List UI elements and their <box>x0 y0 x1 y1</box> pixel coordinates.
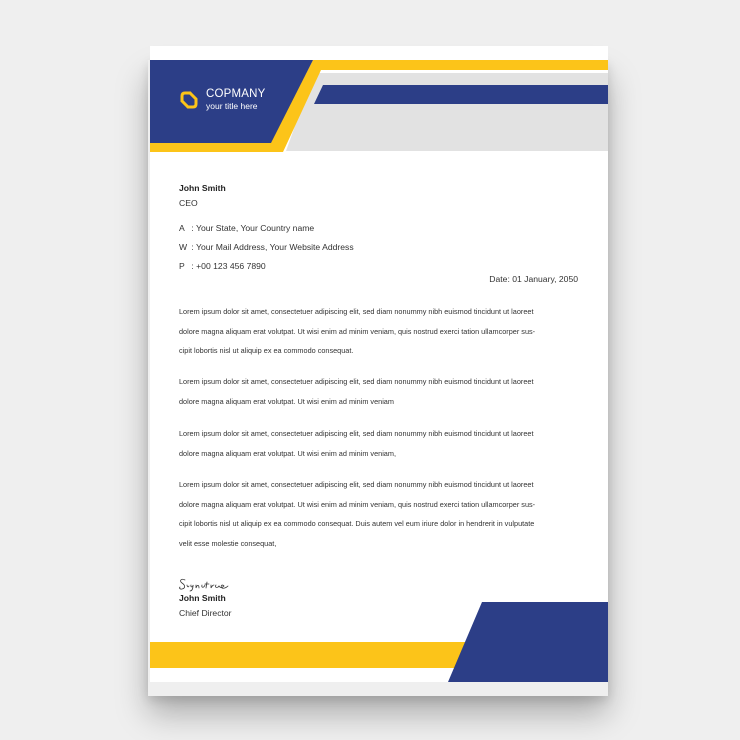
sender-role: CEO <box>179 198 198 208</box>
paragraph-line: velit esse molestie consequat, <box>179 538 277 548</box>
paragraph-line: dolore magna aliquam erat volutpat. Ut wisi enim ad minim veniam <box>179 396 394 406</box>
paragraph-line: dolore magna aliquam erat volutpat. Ut wisi enim ad minim veniam, quis nostrud exerci tation ullamcorper sus- <box>179 326 536 336</box>
contact-phone-text: : +00 123 456 7890 <box>191 261 266 271</box>
letterhead-page <box>150 46 608 682</box>
company-logo <box>178 88 266 112</box>
body-paragraph <box>179 475 579 553</box>
footer-yellow-band <box>150 642 466 668</box>
footer-navy-block <box>448 602 608 682</box>
header-navy-stripe <box>314 85 608 104</box>
letter-date: Date: 01 January, 2050 <box>489 274 578 284</box>
signatory-name: John Smith <box>179 593 226 603</box>
paragraph-line: Lorem ipsum dolor sit amet, consectetuer adipiscing elit, sed diam nonummy nibh euismod tincidunt ut laoreet <box>179 480 534 489</box>
signatory-role: Chief Director <box>179 608 232 618</box>
paragraph-line: dolore magna aliquam erat volutpat. Ut wisi enim ad minim veniam, <box>179 448 396 458</box>
contact-phone <box>179 261 266 271</box>
paragraph-line: cipit lobortis nisl ut aliquip ex ea commodo consequat. Duis autem vel eum iriure dolor in hendrerit in vulputate <box>179 519 535 528</box>
company-tagline: your title here <box>206 101 258 111</box>
contact-address-text: : Your State, Your Country name <box>191 223 315 233</box>
paragraph-line: cipit lobortis nisl ut aliquip ex ea commodo consequat. <box>179 346 354 355</box>
paragraph-line: Lorem ipsum dolor sit amet, consectetuer adipiscing elit, sed diam nonummy nibh euismod tincidunt ut laoreet <box>179 377 534 386</box>
contact-web-text: : Your Mail Address, Your Website Address <box>191 242 354 252</box>
contact-web <box>179 242 354 252</box>
contact-phone-key: P <box>179 261 185 271</box>
company-name: COPMANY <box>206 88 266 100</box>
rounded-square-logo-icon <box>178 89 200 111</box>
body-paragraph <box>179 302 579 361</box>
handwritten-signature <box>178 576 230 592</box>
sender-name: John Smith <box>179 183 226 193</box>
body-paragraph <box>179 424 579 463</box>
paragraph-line: Lorem ipsum dolor sit amet, consectetuer adipiscing elit, sed diam nonummy nibh euismod tincidunt ut laoreet <box>179 307 534 316</box>
body-paragraph <box>179 372 579 411</box>
paragraph-line: dolore magna aliquam erat volutpat. Ut wisi enim ad minim veniam, quis nostrud exerci tation ullamcorper sus- <box>179 499 536 509</box>
contact-address <box>179 223 314 233</box>
paragraph-line: Lorem ipsum dolor sit amet, consectetuer adipiscing elit, sed diam nonummy nibh euismod tincidunt ut laoreet <box>179 429 534 438</box>
header-grey-band <box>286 73 608 151</box>
contact-web-key: W <box>179 242 188 252</box>
contact-address-key: A <box>179 223 185 233</box>
